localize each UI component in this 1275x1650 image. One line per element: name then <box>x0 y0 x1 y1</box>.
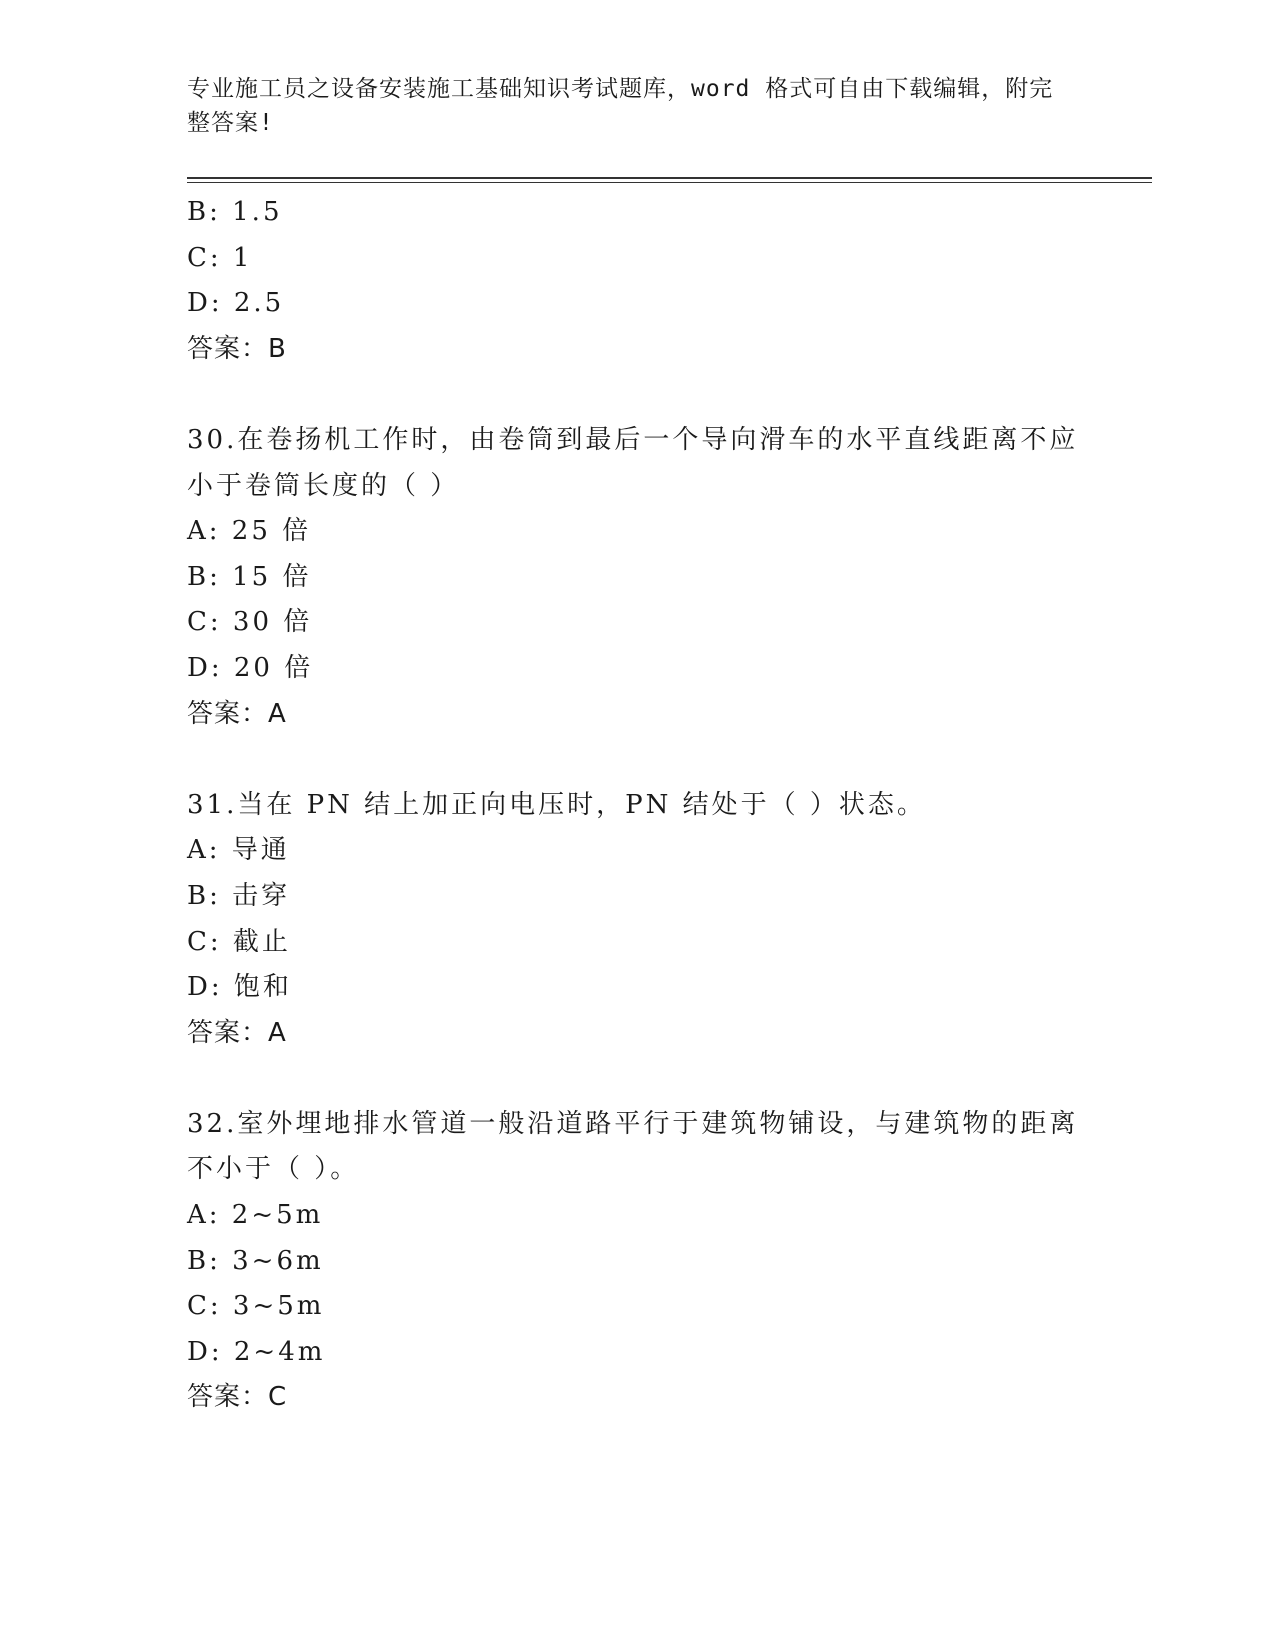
question-text-line: 30.在卷扬机工作时，由卷筒到最后一个导向滑车的水平直线距离不应 <box>187 424 1079 455</box>
option-b: B: 3~6m <box>187 1245 324 1276</box>
option-d: D: 2~4m <box>187 1336 326 1367</box>
option-c: C: 30 倍 <box>187 607 313 638</box>
option-c: C: 截止 <box>187 926 291 957</box>
option-b: B: 1.5 <box>187 197 283 227</box>
option-b: B: 15 倍 <box>187 561 312 592</box>
question-text-line: 31.当在 PN 结上加正向电压时，PN 结处于（ ）状态。 <box>187 789 926 820</box>
question-text-line: 32.室外埋地排水管道一般沿道路平行于建筑物铺设，与建筑物的距离 <box>187 1108 1079 1139</box>
page-header <box>187 72 1067 140</box>
question-list <box>187 190 1087 1421</box>
answer-line: 答案：A <box>187 1017 287 1048</box>
option-a: A: 2~5m <box>187 1200 324 1231</box>
question-31 <box>187 783 1087 1057</box>
question-30 <box>187 418 1087 737</box>
option-a: A: 25 倍 <box>187 516 312 547</box>
header-rule-thin <box>187 182 1152 183</box>
question-32 <box>187 1102 1087 1421</box>
option-c: C: 1 <box>187 242 253 273</box>
question-text-line: 小于卷筒长度的（ ） <box>187 470 460 501</box>
answer-line: 答案：A <box>187 698 287 729</box>
spacer <box>187 737 1087 783</box>
answer-line: 答案：C <box>187 1382 288 1413</box>
option-d: D: 2.5 <box>187 288 285 319</box>
option-d: D: 20 倍 <box>187 652 314 683</box>
option-a: A: 导通 <box>187 835 290 866</box>
option-c: C: 3~5m <box>187 1291 325 1322</box>
spacer <box>187 372 1087 418</box>
option-d: D: 饱和 <box>187 972 292 1003</box>
header-line-2: 整答案! <box>187 110 274 136</box>
spacer <box>187 1056 1087 1102</box>
option-b: B: 击穿 <box>187 880 291 911</box>
header-rule-thick <box>187 177 1152 179</box>
question-text-line: 不小于（ ）。 <box>187 1154 360 1185</box>
answer-line: 答案：B <box>187 333 287 364</box>
previous-question <box>187 190 1087 372</box>
header-line-1: 专业施工员之设备安装施工基础知识考试题库，word 格式可自由下载编辑，附完 <box>187 76 1054 102</box>
